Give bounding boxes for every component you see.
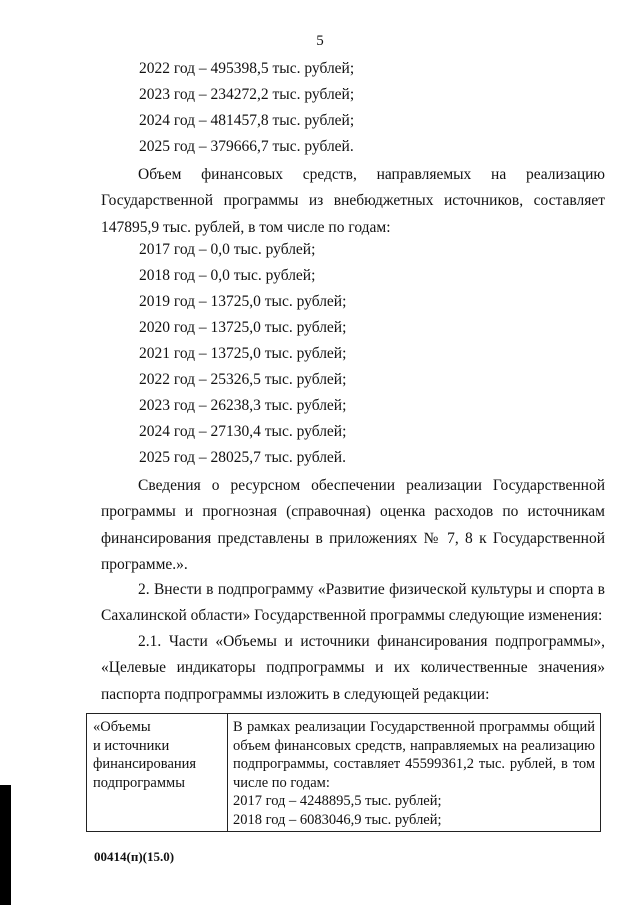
table-right-paragraph: В рамках реализации Государственной программы общий объем финансовых средств, направляемых на реализацию подпрограммы, составляет 45599361,2 тыс. рублей, в том числе по годам:: [233, 719, 595, 791]
budget-line-2023: 2023 год – 234272,2 тыс. рублей;: [139, 86, 355, 103]
extrabudget-line-2017: 2017 год – 0,0 тыс. рублей;: [139, 241, 316, 258]
budget-line-2024: 2024 год – 481457,8 тыс. рублей;: [139, 112, 355, 129]
table-left-line: подпрограммы: [93, 774, 185, 791]
extrabudget-line-2023: 2023 год – 26238,3 тыс. рублей;: [139, 397, 347, 414]
extrabudget-paragraph: Объем финансовых средств, направляемых на реализацию Государственной программы из внебюджетных источников, составляет 147895,9 тыс. рублей, в том числе по годам:: [101, 166, 605, 236]
funding-table: [86, 713, 601, 832]
table-right-line: 2018 год – 6083046,9 тыс. рублей;: [233, 811, 442, 828]
extrabudget-line-2020: 2020 год – 13725,0 тыс. рублей;: [139, 319, 347, 336]
table-left-line: финансирования: [93, 756, 197, 772]
budget-line-2022: 2022 год – 495398,5 тыс. рублей;: [139, 60, 355, 77]
item-2-1-paragraph: 2.1. Части «Объемы и источники финансирования подпрограммы», «Целевые индикаторы подпрограммы и их количественные значения» паспорта подпрограммы изложить в следующей редакции:: [101, 633, 605, 703]
extrabudget-line-2024: 2024 год – 27130,4 тыс. рублей;: [139, 423, 347, 440]
extrabudget-line-2019: 2019 год – 13725,0 тыс. рублей;: [139, 293, 347, 310]
extrabudget-line-2022: 2022 год – 25326,5 тыс. рублей;: [139, 371, 347, 388]
document-code: 00414(п)(15.0): [94, 849, 175, 864]
extrabudget-line-2025: 2025 год – 28025,7 тыс. рублей.: [139, 449, 346, 466]
scan-edge-bar: [0, 785, 11, 905]
table-left-line: «Объемы: [93, 719, 151, 735]
table-left-line: и источники: [93, 737, 170, 754]
table-left-cell: [87, 714, 228, 831]
resource-paragraph: Сведения о ресурсном обеспечении реализации Государственной программы и прогнозная (справочная) оценка расходов по источникам финансирования представлены в приложениях № 7, 8 к Государственной программе.».: [101, 477, 605, 573]
extrabudget-line-2021: 2021 год – 13725,0 тыс. рублей;: [139, 345, 347, 362]
table-right-cell: [228, 714, 600, 831]
budget-line-2025: 2025 год – 379666,7 тыс. рублей.: [139, 138, 354, 155]
extrabudget-line-2018: 2018 год – 0,0 тыс. рублей;: [139, 267, 316, 284]
table-right-line: 2017 год – 4248895,5 тыс. рублей;: [233, 793, 442, 809]
page-number: 5: [316, 33, 324, 49]
item-2-paragraph: 2. Внести в подпрограмму «Развитие физической культуры и спорта в Сахалинской области» Государственной программы следующие изменения:: [101, 581, 605, 625]
